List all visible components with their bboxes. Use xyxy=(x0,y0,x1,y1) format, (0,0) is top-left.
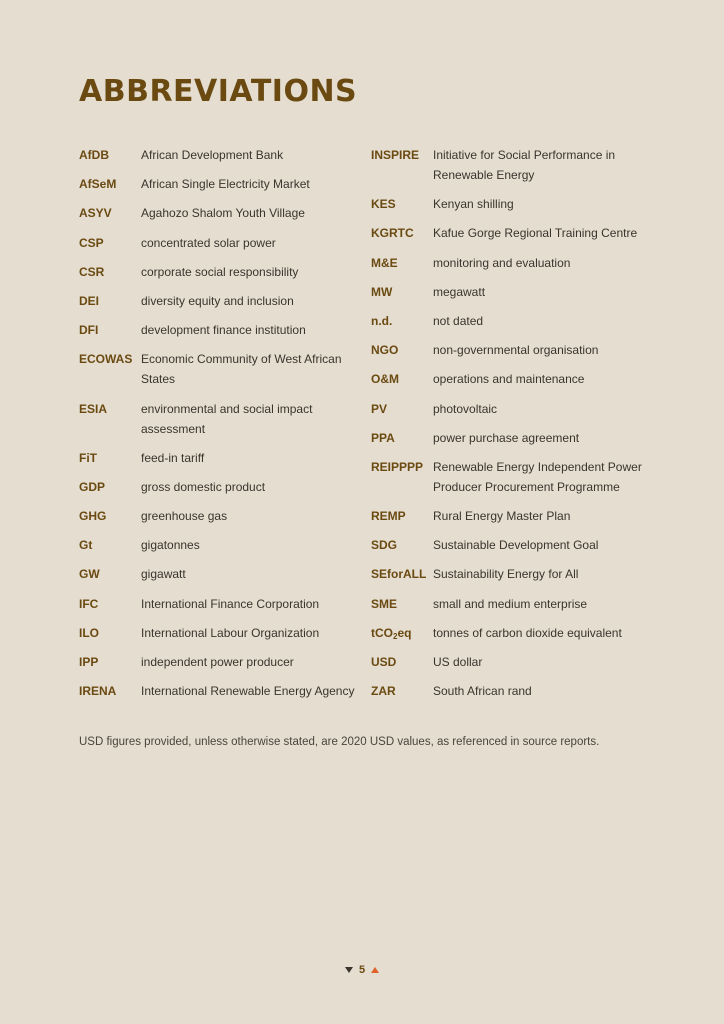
abbreviation-term: SME xyxy=(371,596,398,611)
abbreviation-row xyxy=(371,194,661,214)
abbreviation-term: IRENA xyxy=(79,684,117,699)
abbreviation-term: SEforALL xyxy=(371,567,427,582)
abbreviation-term: REMP xyxy=(371,509,406,524)
abbreviation-definition: African Single Electricity Market xyxy=(141,177,310,192)
abbreviation-term: FiT xyxy=(79,450,97,465)
abbreviation-term: KES xyxy=(371,197,396,212)
abbreviation-row xyxy=(79,349,359,389)
abbreviation-row xyxy=(371,506,661,526)
abbreviation-definition: greenhouse gas xyxy=(141,509,228,524)
abbreviation-row xyxy=(371,594,661,614)
abbreviation-term: AfDB xyxy=(79,148,109,162)
abbreviation-definition: concentrated solar power xyxy=(141,235,276,250)
abbreviation-definition: photovoltaic xyxy=(433,401,498,416)
abbreviation-definition: Initiative for Social Performance in Renewable Energy xyxy=(433,148,616,182)
abbreviation-term: ESIA xyxy=(79,401,108,416)
previous-page-icon[interactable] xyxy=(345,967,353,973)
abbreviation-definition: Sustainability Energy for All xyxy=(433,567,579,582)
abbreviation-definition: small and medium enterprise xyxy=(433,596,588,611)
abbreviation-row xyxy=(79,506,359,526)
abbreviation-row xyxy=(79,233,359,253)
abbreviation-term: DFI xyxy=(79,323,99,338)
abbreviation-definition: environmental and social impact assessment xyxy=(141,401,313,436)
abbreviation-row xyxy=(371,282,661,302)
abbreviation-row xyxy=(371,399,661,419)
abbreviation-term: GDP xyxy=(79,479,106,494)
abbreviation-definition: International Finance Corporation xyxy=(141,596,320,611)
abbreviation-definition: Economic Community of West African States xyxy=(141,352,342,387)
abbreviation-definition: operations and maintenance xyxy=(433,372,585,387)
abbreviation-term: ZAR xyxy=(371,684,396,699)
abbreviation-definition: Kafue Gorge Regional Training Centre xyxy=(433,226,638,241)
abbreviation-row xyxy=(79,448,359,468)
abbreviation-list-right xyxy=(371,145,661,710)
abbreviation-definition: monitoring and evaluation xyxy=(433,255,571,270)
abbreviation-definition: Rural Energy Master Plan xyxy=(433,509,571,524)
abbreviation-term: ILO xyxy=(79,625,99,640)
abbreviation-row xyxy=(79,477,359,497)
abbreviation-row xyxy=(79,535,359,555)
abbreviation-term-co2 xyxy=(371,623,433,643)
abbreviation-row xyxy=(371,652,661,672)
abbreviation-term: GHG xyxy=(79,509,107,524)
abbreviation-term: REIPPPP xyxy=(371,459,424,474)
abbreviation-definition: megawatt xyxy=(433,284,486,299)
abbreviation-row xyxy=(371,564,661,584)
abbreviation-term: Gt xyxy=(79,538,93,553)
abbreviation-definition: non-governmental organisation xyxy=(433,343,599,358)
abbreviation-term: IPP xyxy=(79,655,99,669)
abbreviation-definition: gigawatt xyxy=(141,567,186,582)
abbreviation-term: n.d. xyxy=(371,313,393,328)
abbreviation-term: ASYV xyxy=(79,206,112,221)
abbreviation-term: O&M xyxy=(371,372,399,387)
abbreviation-definition: US dollar xyxy=(433,655,483,669)
abbreviation-definition: gigatonnes xyxy=(141,538,200,553)
abbreviation-row xyxy=(371,681,661,701)
abbreviation-term: NGO xyxy=(371,343,399,358)
abbreviation-row xyxy=(371,311,661,331)
abbreviation-row xyxy=(371,457,661,497)
abbreviation-row xyxy=(79,320,359,340)
abbreviation-row xyxy=(79,623,359,643)
abbreviation-term: USD xyxy=(371,655,397,669)
abbreviation-definition: gross domestic product xyxy=(141,479,266,494)
abbreviation-definition: International Renewable Energy Agency xyxy=(141,684,355,699)
abbreviation-term: INSPIRE xyxy=(371,148,420,162)
abbreviation-term: PPA xyxy=(371,430,395,445)
abbreviation-definition: corporate social responsibility xyxy=(141,264,299,279)
next-page-icon[interactable] xyxy=(371,967,379,973)
abbreviation-row xyxy=(79,174,359,194)
abbreviation-row xyxy=(79,652,359,672)
abbreviation-term: CSR xyxy=(79,264,105,279)
abbreviation-definition: tonnes of carbon dioxide equivalent xyxy=(433,625,622,640)
abbreviation-row xyxy=(371,369,661,389)
abbreviation-term: KGRTC xyxy=(371,226,414,241)
abbreviation-row xyxy=(79,681,359,701)
abbreviation-row xyxy=(79,564,359,584)
abbreviation-definition: Kenyan shilling xyxy=(433,197,514,212)
abbreviation-list-left xyxy=(79,145,359,710)
abbreviation-row xyxy=(371,623,661,643)
abbreviation-row xyxy=(79,262,359,282)
abbreviation-definition: South African rand xyxy=(433,684,532,699)
co2-prefix: tCO xyxy=(371,625,393,640)
abbreviation-term: PV xyxy=(371,401,388,416)
abbreviation-definition: feed-in tariff xyxy=(141,450,205,465)
abbreviation-definition: African Development Bank xyxy=(141,148,284,162)
abbreviation-row xyxy=(79,203,359,223)
abbreviation-definition: development finance institution xyxy=(141,323,306,338)
abbreviation-row xyxy=(79,399,359,439)
abbreviation-definition: independent power producer xyxy=(141,655,294,669)
usd-footnote: USD figures provided, unless otherwise stated, are 2020 USD values, as referenced in source reports. xyxy=(79,736,600,748)
page-number: 5 xyxy=(358,964,366,976)
abbreviation-definition: power purchase agreement xyxy=(433,430,580,445)
abbreviation-row xyxy=(371,428,661,448)
abbreviation-row xyxy=(79,594,359,614)
abbreviation-term: AfSeM xyxy=(79,177,117,192)
abbreviation-definition: Sustainable Development Goal xyxy=(433,538,599,553)
page-navigation xyxy=(0,964,724,976)
abbreviation-term: GW xyxy=(79,567,100,582)
abbreviation-definition: International Labour Organization xyxy=(141,625,320,640)
abbreviation-row xyxy=(79,291,359,311)
page-title: ABBREVIATIONS xyxy=(79,74,358,109)
abbreviation-definition: Agahozo Shalom Youth Village xyxy=(141,206,305,221)
abbreviation-term: SDG xyxy=(371,538,398,553)
abbreviation-definition: diversity equity and inclusion xyxy=(141,293,294,308)
co2-suffix: eq xyxy=(397,625,412,640)
abbreviation-definition: Renewable Energy Independent Power Producer Procurement Programme xyxy=(433,459,642,494)
abbreviation-row xyxy=(371,535,661,555)
abbreviation-term: IFC xyxy=(79,596,99,611)
abbreviation-row xyxy=(371,145,661,185)
abbreviation-term: ECOWAS xyxy=(79,352,133,367)
abbreviation-row xyxy=(371,253,661,273)
co2-subscript: 2 xyxy=(393,631,398,641)
abbreviation-row xyxy=(79,145,359,165)
abbreviation-term: DEI xyxy=(79,293,100,308)
abbreviation-row xyxy=(371,340,661,360)
abbreviation-term: CSP xyxy=(79,235,104,250)
abbreviation-definition: not dated xyxy=(433,313,484,328)
abbreviation-term: M&E xyxy=(371,255,398,270)
abbreviation-row xyxy=(371,223,661,243)
abbreviation-term: MW xyxy=(371,284,393,299)
